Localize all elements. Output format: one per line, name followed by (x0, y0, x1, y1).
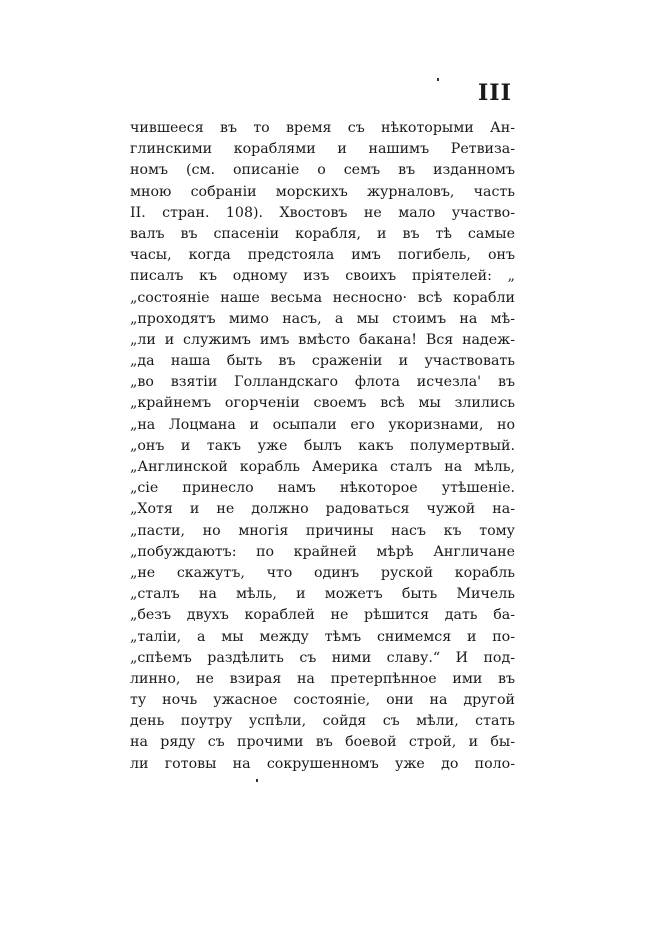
text-line: „безъ двухъ кораблей не рѣшится дать ба- (130, 607, 515, 624)
text-line: „проходятъ мимо насъ, а мы стоимъ на мѣ- (130, 310, 515, 327)
text-line: „Хотя и не должно радоваться чужой на- (130, 501, 515, 518)
text-line: „на Лоцмана и осыпали его укоризнами, но (130, 416, 515, 433)
text-line: ту ночь ужасное состояніе, они на другой (130, 692, 515, 709)
ink-speck (437, 78, 439, 81)
text-line: номъ (см. описаніе о семъ въ изданномъ (130, 162, 515, 179)
text-line: „таліи, а мы между тѣмъ снимемся и по- (130, 628, 515, 645)
text-line: „состояніе наше весьма несносно· всѣ корабли (130, 289, 515, 306)
text-line: день поутру успѣли, сойдя съ мѣли, стать (130, 713, 515, 730)
text-line: II. стран. 108). Хвостовъ не мало участво- (130, 204, 515, 221)
text-line: валъ въ спасеніи корабля, и въ тѣ самые (130, 225, 515, 242)
text-line: „да наша быть въ сраженіи и участвовать (130, 353, 515, 370)
text-line: „ли и служимъ имъ вмѣсто бакана! Вся надеж- (130, 331, 515, 348)
text-line: ли готовы на сокрушенномъ уже до поло- (130, 755, 515, 772)
text-line: линно, не взирая на претерпѣнное ими въ (130, 670, 515, 687)
text-line: „онъ и такъ уже былъ какъ полумертвый. (130, 437, 515, 454)
ink-speck (256, 779, 258, 782)
text-line: „побуждаютъ: по крайней мѣрѣ Англичане (130, 543, 515, 560)
text-line: на ряду съ прочими въ боевой строй, и бы- (130, 734, 515, 751)
text-line: „не скажутъ, что одинъ руской корабль (130, 564, 515, 581)
text-line: чившееся въ то время съ нѣкоторыми Ан- (130, 120, 515, 136)
body-text (130, 118, 515, 775)
text-line: „пасти, но многія причины насъ къ тому (130, 522, 515, 539)
page-number: III (478, 80, 512, 106)
text-line: мною собраніи морскихъ журналовъ, часть (130, 183, 515, 200)
text-line: часы, когда предстояла имъ погибель, онъ (130, 247, 515, 264)
text-line: глинскими кораблями и нашимъ Ретвиза- (130, 141, 515, 158)
text-line: писалъ къ одному изъ своихъ пріятелей: „ (130, 268, 515, 285)
text-line: „во взятіи Голландскаго флота исчезла' въ (130, 374, 515, 391)
text-line: „сталъ на мѣль, и можетъ быть Мичель (130, 586, 515, 603)
text-line: „крайнемъ огорченіи своемъ всѣ мы злились (130, 395, 515, 412)
text-line: „Англинской корабль Америка сталъ на мѣль, (130, 459, 515, 475)
text-line: „спѣемъ раздѣлить съ ними славу.“ И под- (130, 649, 515, 666)
text-line: „сіе принесло намъ нѣкоторое утѣшеніе. (130, 480, 515, 497)
